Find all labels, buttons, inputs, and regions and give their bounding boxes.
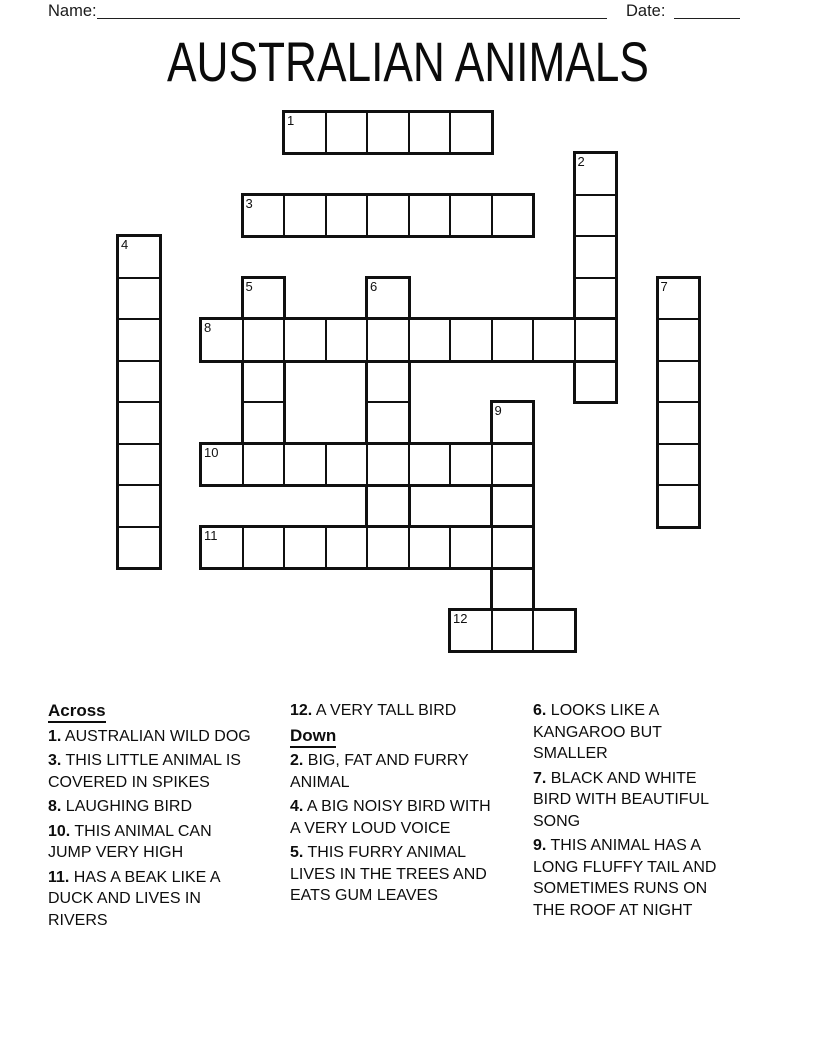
crossword-cell[interactable] bbox=[408, 111, 452, 155]
clue-number: 10. bbox=[48, 822, 71, 840]
crossword-cell[interactable] bbox=[657, 401, 701, 445]
crossword-cell[interactable] bbox=[242, 318, 286, 362]
crossword-word-8-across bbox=[200, 318, 617, 362]
clue-number: 7. bbox=[533, 769, 547, 787]
crossword-cell[interactable] bbox=[574, 152, 618, 196]
clue-text: BIG, FAT AND FURRY ANIMAL bbox=[290, 752, 469, 791]
crossword-cell[interactable] bbox=[449, 526, 493, 570]
crossword-cell[interactable] bbox=[408, 194, 452, 238]
crossword-cell[interactable] bbox=[242, 277, 286, 321]
clue-text: A BIG NOISY BIRD WITH A VERY LOUD VOICE bbox=[290, 798, 491, 837]
crossword-cell[interactable] bbox=[491, 401, 535, 445]
cell-number: 7 bbox=[660, 278, 668, 294]
clue-8 bbox=[48, 796, 256, 818]
cell-number: 9 bbox=[494, 403, 502, 418]
clue-number: 12. bbox=[290, 702, 313, 719]
crossword-cell[interactable] bbox=[200, 443, 244, 487]
clue-number: 8. bbox=[48, 798, 62, 815]
crossword-cell[interactable] bbox=[200, 318, 244, 362]
crossword-cell[interactable] bbox=[283, 194, 327, 238]
crossword-cell[interactable] bbox=[200, 526, 244, 570]
clue-text: HAS A BEAK LIKE A DUCK AND LIVES IN RIVERS bbox=[48, 868, 220, 929]
crossword-cell[interactable] bbox=[574, 194, 618, 238]
clue-text: THIS LITTLE ANIMAL IS COVERED IN SPIKES bbox=[48, 752, 241, 791]
page-title bbox=[0, 30, 816, 93]
clue-number: 4. bbox=[290, 798, 304, 815]
clues-column-1 bbox=[48, 700, 256, 934]
clue-text: THIS ANIMAL CAN JUMP VERY HIGH bbox=[48, 822, 212, 861]
crossword-cell[interactable] bbox=[657, 443, 701, 487]
crossword-cell[interactable] bbox=[242, 401, 286, 445]
crossword-cell[interactable] bbox=[491, 318, 535, 362]
clue-number: 1. bbox=[48, 727, 62, 745]
cell-number: 5 bbox=[245, 278, 253, 294]
crossword-cell[interactable] bbox=[408, 443, 452, 487]
name-input-line[interactable] bbox=[97, 1, 607, 19]
crossword-cell[interactable] bbox=[117, 484, 161, 528]
crossword-cell[interactable] bbox=[449, 111, 493, 155]
clue-text: THIS ANIMAL HAS A LONG FLUFFY TAIL AND SOMETIMES RUNS ON THE ROOF AT NIGHT bbox=[533, 837, 717, 919]
crossword-cell[interactable] bbox=[117, 443, 161, 487]
cell-number: 1 bbox=[287, 112, 295, 128]
crossword-cell[interactable] bbox=[283, 526, 327, 570]
crossword-cell[interactable] bbox=[283, 318, 327, 362]
clue-7 bbox=[533, 768, 738, 833]
crossword-cell[interactable] bbox=[242, 526, 286, 570]
clues-column-3 bbox=[533, 700, 738, 924]
crossword-cell[interactable] bbox=[574, 360, 618, 404]
crossword-cell[interactable] bbox=[283, 111, 327, 155]
cell-number: 3 bbox=[245, 195, 253, 211]
crossword-cell[interactable] bbox=[449, 443, 493, 487]
clues-heading-down: Down bbox=[290, 725, 500, 747]
crossword-cell[interactable] bbox=[366, 277, 410, 321]
clues-heading-across: Across bbox=[48, 700, 256, 722]
clue-10 bbox=[48, 821, 256, 864]
clue-5 bbox=[290, 842, 500, 907]
clue-text: LAUGHING BIRD bbox=[61, 798, 193, 815]
clue-number: 6. bbox=[533, 702, 547, 719]
clue-12 bbox=[290, 700, 500, 722]
crossword-cell[interactable] bbox=[491, 484, 535, 528]
crossword-cell[interactable] bbox=[325, 318, 369, 362]
crossword-cell[interactable] bbox=[242, 360, 286, 404]
crossword-cell[interactable] bbox=[242, 443, 286, 487]
crossword-cell[interactable] bbox=[449, 609, 493, 653]
crossword-cell[interactable] bbox=[491, 194, 535, 238]
cell-number: 4 bbox=[121, 237, 129, 252]
clue-text: A VERY TALL BIRD bbox=[312, 702, 457, 719]
crossword-cell[interactable] bbox=[408, 318, 452, 362]
crossword-cell[interactable] bbox=[491, 567, 535, 611]
crossword-cell[interactable] bbox=[574, 318, 618, 362]
crossword-cell[interactable] bbox=[366, 401, 410, 445]
crossword-word-1-across bbox=[283, 111, 493, 155]
crossword-cell[interactable] bbox=[117, 235, 161, 279]
crossword-cell[interactable] bbox=[491, 443, 535, 487]
clue-text: BLACK AND WHITE BIRD WITH BEAUTIFUL SONG bbox=[533, 769, 709, 830]
clue-text: AUSTRALIAN WILD DOG bbox=[61, 727, 251, 745]
clue-number: 11. bbox=[48, 868, 70, 886]
crossword-cell[interactable] bbox=[491, 526, 535, 570]
clue-text: LOOKS LIKE A KANGAROO BUT SMALLER bbox=[533, 702, 662, 762]
crossword-cell[interactable] bbox=[366, 484, 410, 528]
crossword-cell[interactable] bbox=[449, 194, 493, 238]
date-input-line[interactable] bbox=[674, 1, 740, 19]
crossword-cell[interactable] bbox=[532, 318, 576, 362]
crossword-cell[interactable] bbox=[117, 277, 161, 321]
crossword-word-11-across bbox=[200, 526, 534, 570]
clue-1 bbox=[48, 726, 256, 748]
crossword-word-7-down bbox=[657, 277, 701, 528]
cell-number: 8 bbox=[204, 320, 212, 335]
crossword-cell[interactable] bbox=[325, 526, 369, 570]
crossword-cell[interactable] bbox=[366, 443, 410, 487]
crossword-cell[interactable] bbox=[366, 194, 410, 238]
crossword-cell[interactable] bbox=[408, 526, 452, 570]
crossword-word-4-down bbox=[117, 235, 161, 569]
crossword-cell[interactable] bbox=[449, 318, 493, 362]
crossword-cell[interactable] bbox=[657, 484, 701, 528]
crossword-cell[interactable] bbox=[117, 401, 161, 445]
cell-number: 12 bbox=[453, 610, 468, 626]
clue-number: 3. bbox=[48, 752, 62, 769]
crossword-cell[interactable] bbox=[657, 277, 701, 321]
cell-number: 2 bbox=[577, 154, 585, 169]
clue-number: 2. bbox=[290, 752, 304, 769]
crossword-cell[interactable] bbox=[491, 609, 535, 653]
clue-number: 5. bbox=[290, 844, 304, 861]
crossword-cell[interactable] bbox=[325, 111, 369, 155]
crossword-cell[interactable] bbox=[366, 318, 410, 362]
cell-number: 10 bbox=[204, 444, 219, 460]
clue-2 bbox=[290, 750, 500, 793]
clues-column-2 bbox=[290, 700, 500, 910]
clue-4 bbox=[290, 796, 500, 839]
crossword-word-10-across bbox=[200, 443, 534, 487]
crossword-cell[interactable] bbox=[325, 443, 369, 487]
clue-11 bbox=[48, 867, 256, 932]
clue-text: THIS FURRY ANIMAL LIVES IN THE TREES AND EATS GUM LEAVES bbox=[290, 844, 487, 904]
clue-9 bbox=[533, 835, 738, 921]
crossword-word-12-across bbox=[449, 609, 576, 653]
crossword-cell[interactable] bbox=[366, 111, 410, 155]
crossword-cell[interactable] bbox=[366, 360, 410, 404]
crossword-cell[interactable] bbox=[117, 526, 161, 570]
crossword-cell[interactable] bbox=[117, 318, 161, 362]
date-label: Date: bbox=[626, 2, 666, 20]
crossword-cell[interactable] bbox=[657, 318, 701, 362]
crossword-word-3-across bbox=[242, 194, 535, 238]
cell-number: 11 bbox=[204, 527, 218, 543]
crossword-cell[interactable] bbox=[325, 194, 369, 238]
crossword-cell[interactable] bbox=[574, 235, 618, 279]
crossword-cell[interactable] bbox=[242, 194, 286, 238]
name-label: Name: bbox=[48, 2, 97, 20]
crossword-cell[interactable] bbox=[366, 526, 410, 570]
crossword-cell[interactable] bbox=[117, 360, 161, 404]
clue-6 bbox=[533, 700, 738, 765]
clue-3 bbox=[48, 750, 256, 793]
crossword-word-2-down bbox=[574, 152, 618, 403]
page-title-text: AUSTRALIAN ANIMALS bbox=[167, 30, 649, 93]
crossword-cell[interactable] bbox=[283, 443, 327, 487]
crossword-cell[interactable] bbox=[657, 360, 701, 404]
cell-number: 6 bbox=[370, 278, 378, 294]
crossword-cell[interactable] bbox=[532, 609, 576, 653]
crossword-cell[interactable] bbox=[574, 277, 618, 321]
clue-number: 9. bbox=[533, 837, 547, 854]
